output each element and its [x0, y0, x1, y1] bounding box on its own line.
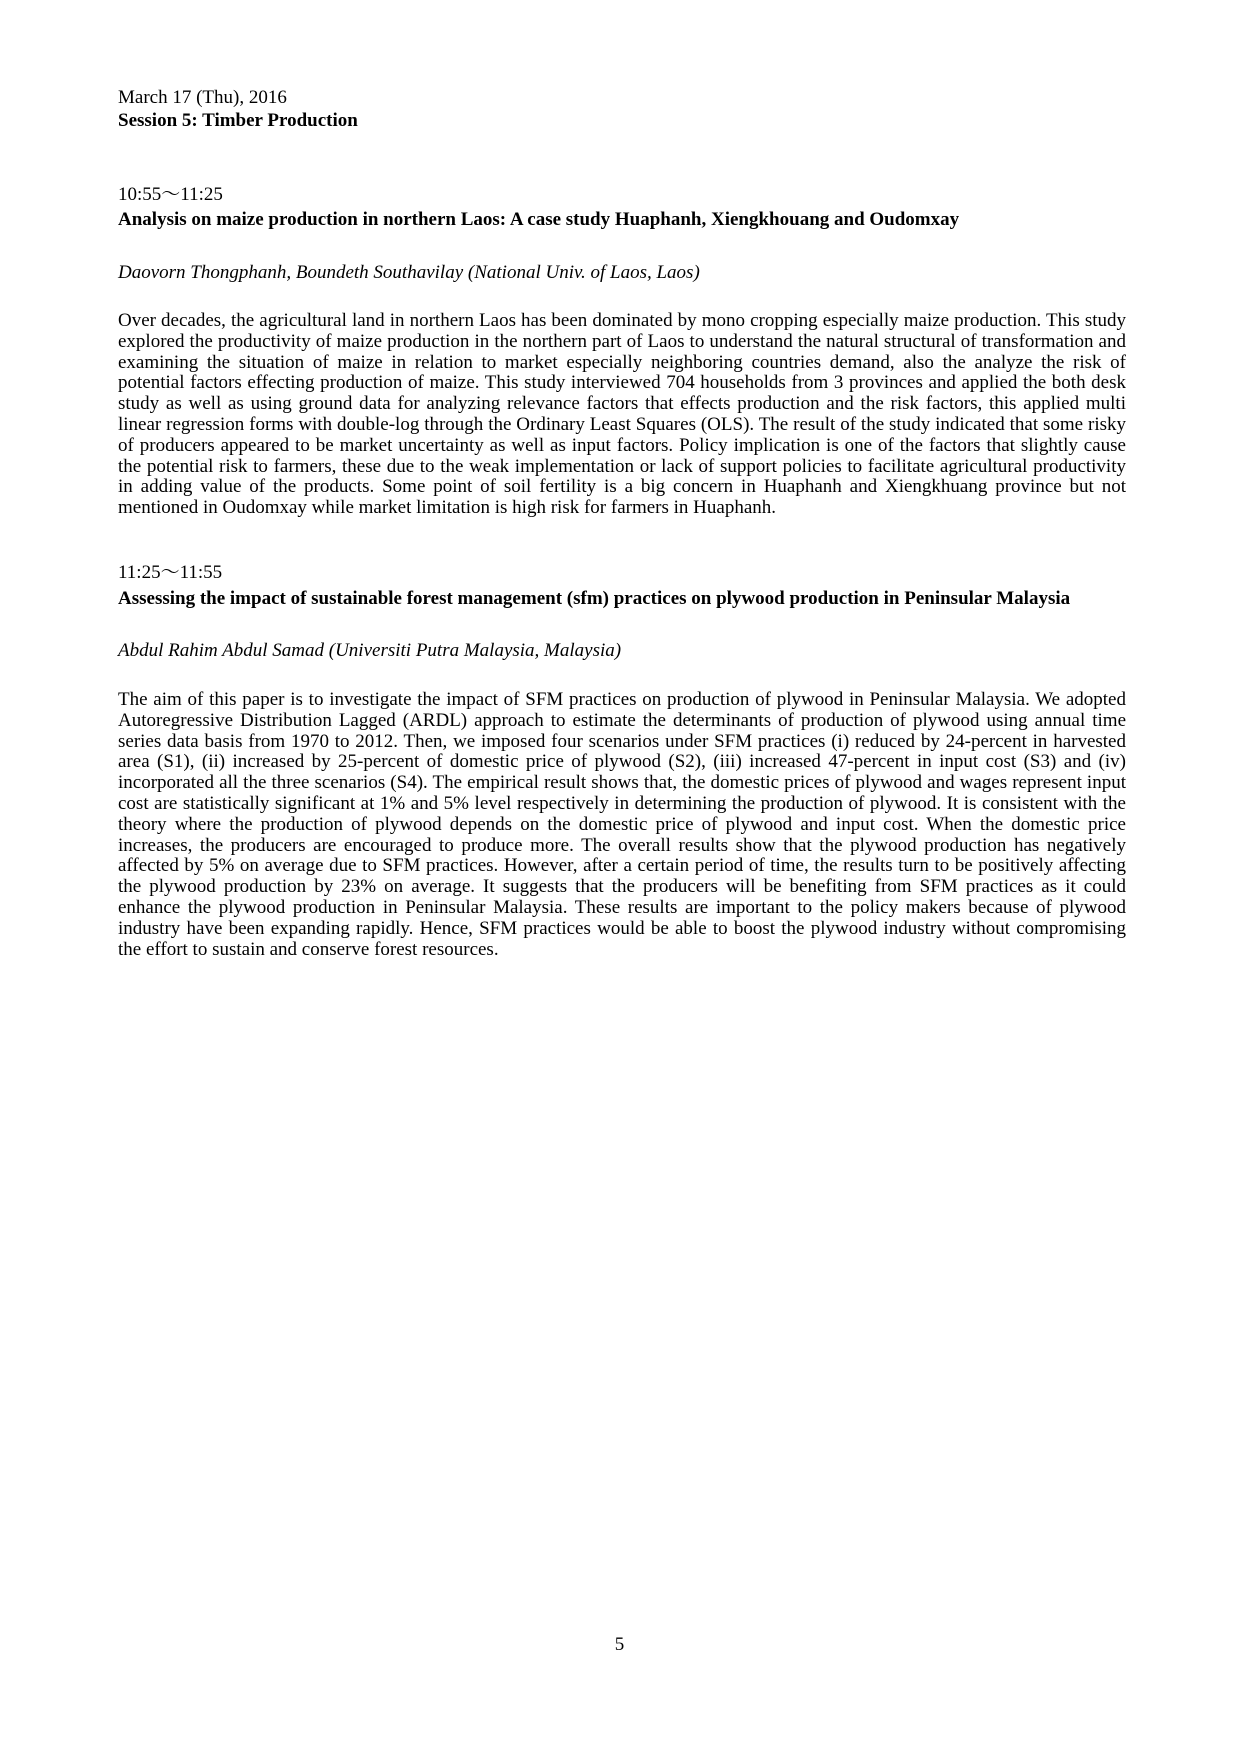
- talk-title: Assessing the impact of sustainable forest management (sfm) practices on plywood production in Peninsular Malaysia: [118, 587, 1071, 609]
- talk-authors: Daovorn Thongphanh, Boundeth Southavilay (National Univ. of Laos, Laos): [118, 262, 700, 283]
- session-title: Session 5: Timber Production: [118, 110, 358, 131]
- talk-title: Analysis on maize production in northern Laos: A case study Huaphanh, Xiengkhouang and Oudomxay: [118, 209, 960, 230]
- page-content: [118, 86, 1126, 960]
- session-date: March 17 (Thu), 2016: [118, 87, 287, 108]
- page-number: 5: [614, 1634, 625, 1655]
- talk-1: [118, 183, 1126, 519]
- talk-2: [118, 561, 1126, 960]
- talk-abstract: Over decades, the agricultural land in northern Laos has been dominated by mono cropping especially maize production. This study explored the productivity of maize production in the northern part of Laos to understand the natural structural of transformation and examining the situation of maize in relation to market especially neighboring countries demand, also the analyze the risk of potential factors effecting production of maize. This study interviewed 704 households from 3 provinces and applied the both desk study as well as using ground data for analyzing relevance factors that effects production and the risk factors, this applied multi linear regression forms with double-log through the Ordinary Least Squares (OLS). The result of the study indicated that some risky of producers appeared to be market uncertainty as well as input factors. Policy implication is one of the factors that slightly cause the potential risk to farmers, these due to the weak implementation or lack of support policies to facilitate agricultural productivity in adding value of the products. Some point of soil fertility is a big concern in Huaphanh and Xiengkhuang province but not mentioned in Oudomxay while market limitation is high risk for farmers in Huaphanh.: [118, 310, 1126, 519]
- talk-time: 10:55〜11:25: [118, 184, 223, 205]
- talk-abstract: The aim of this paper is to investigate the impact of SFM practices on production of plywood in Peninsular Malaysia. We adopted Autoregressive Distribution Lagged (ARDL) approach to estimate the determinants of production of plywood using annual time series data basis from 1970 to 2012. Then, we imposed four scenarios under SFM practices (i) reduced by 24-percent in harvested area (S1), (ii) increased by 25-percent of domestic price of plywood (S2), (iii) increased 47-percent in input cost (S3) and (iv) incorporated all the three scenarios (S4). The empirical result shows that, the domestic prices of plywood and wages represent input cost are statistically significant at 1% and 5% level respectively in determining the production of plywood. It is consistent with the theory where the production of plywood depends on the domestic price of plywood and input cost. When the domestic price increases, the producers are encouraged to produce more. The overall results show that the plywood production has negatively affected by 5% on average due to SFM practices. However, after a certain period of time, the results turn to be positively affecting the plywood production by 23% on average. It suggests that the producers will be benefiting from SFM practices as it could enhance the plywood production in Peninsular Malaysia. These results are important to the policy makers because of plywood industry have been expanding rapidly. Hence, SFM practices would be able to boost the plywood industry without compromising the effort to sustain and conserve forest resources.: [118, 688, 1126, 960]
- talk-time: 11:25〜11:55: [118, 561, 223, 583]
- talk-authors: Abdul Rahim Abdul Samad (Universiti Putra Malaysia, Malaysia): [118, 639, 622, 661]
